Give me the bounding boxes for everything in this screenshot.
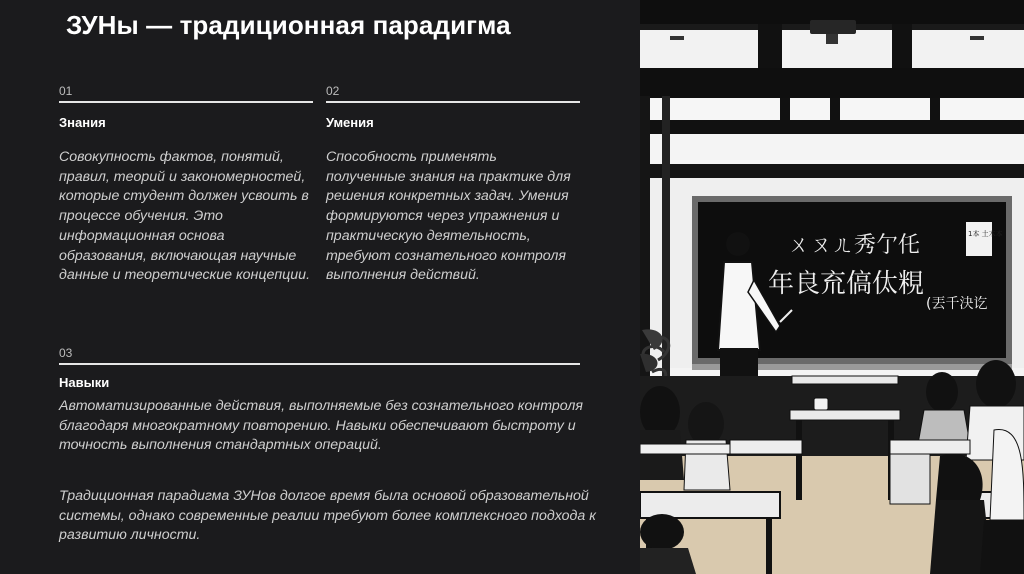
section-text: Способность применять полученные знания на практике для решения конкретных задач. Умения формируются через упражнения и практическую деятельность, требуют сознательного контроля выполнения действий. (326, 149, 571, 284)
section-heading: Умения (326, 115, 374, 130)
cup (814, 398, 828, 410)
classroom-illustration (640, 0, 1024, 574)
section-divider (326, 101, 580, 103)
section-knowledge (59, 84, 313, 286)
section-heading: Навыки (59, 375, 110, 390)
paper-note-text: 1本 土木本 (968, 230, 1003, 238)
ceiling-lamp (810, 20, 856, 34)
classroom-scene (640, 0, 1024, 574)
section-number: 01 (59, 84, 73, 98)
section-habits (59, 346, 583, 456)
chalk-writing-2: 年良㐬傐㑀粯 (768, 269, 925, 299)
section-divider (59, 363, 580, 365)
section-number: 02 (326, 84, 340, 98)
section-text: Совокупность фактов, понятий, правил, теорий и закономерностей, которые студент должен усвоить в процессе обучения. Это информационная основа образования, включающая научные данные и теоретические концепции. (59, 149, 311, 284)
slide-title: ЗУНы — традиционная парадигма (66, 10, 511, 40)
section-skills (326, 84, 580, 286)
chalk-writing-1: ㄨㄡㄦ秀亇仛 (788, 233, 921, 258)
section-text: Автоматизированные действия, выполняемые без сознательного контроля благодаря многократному повторению. Навыки обеспечивают быстроту и точность выполнения стандартных операций. (59, 398, 583, 454)
conclusion-text: Традиционная парадигма ЗУНов долгое время была основой образовательной системы, однако современные реалии требуют более комплексного подхода к развитию личности. (59, 488, 596, 544)
section-divider (59, 101, 313, 103)
section-heading: Знания (59, 115, 106, 130)
section-number: 03 (59, 346, 73, 360)
paper-note (966, 222, 992, 256)
chalk-writing-3: (丟千決讫 (926, 296, 988, 312)
